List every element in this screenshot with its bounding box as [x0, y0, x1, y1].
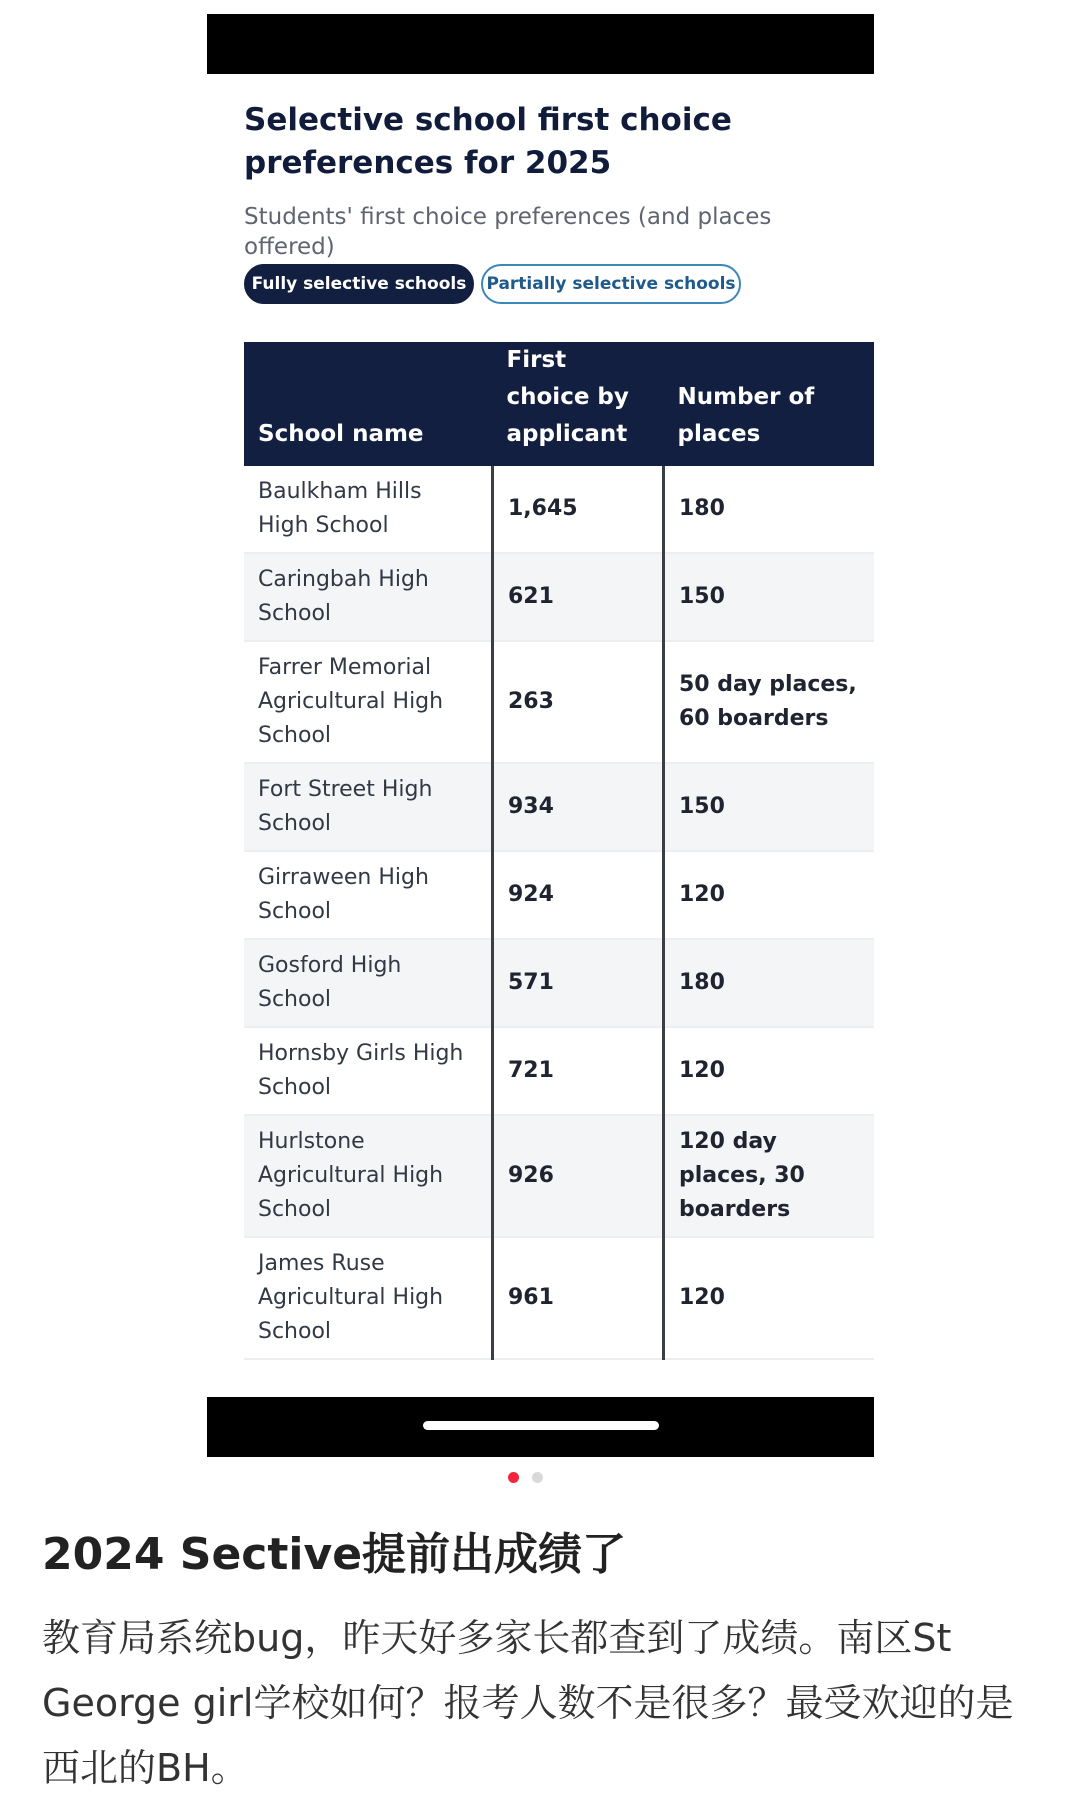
places-cell: 120	[664, 1237, 875, 1359]
table-row	[244, 466, 874, 553]
table-header-row	[244, 342, 874, 466]
post-image[interactable]	[207, 14, 874, 1457]
first-choice-cell: 263	[493, 641, 664, 763]
column-header-school-name: School name	[244, 342, 493, 466]
image-top-black-bar	[207, 14, 874, 74]
table-row	[244, 939, 874, 1027]
first-choice-cell: 621	[493, 553, 664, 641]
table-row	[244, 763, 874, 851]
places-cell: 150	[664, 763, 875, 851]
first-choice-cell: 924	[493, 851, 664, 939]
first-choice-cell: 721	[493, 1027, 664, 1115]
post-title: 2024 Sective提前出成绩了	[42, 1529, 627, 1580]
image-pager-dots[interactable]	[508, 1470, 552, 1482]
school-name-cell: Girraween High School	[244, 851, 493, 939]
table-row	[244, 851, 874, 939]
table-row	[244, 1115, 874, 1237]
places-cell: 120 day places, 30 boarders	[664, 1115, 875, 1237]
places-cell: 150	[664, 553, 875, 641]
school-name-cell: Caringbah High School	[244, 553, 493, 641]
places-cell: 120	[664, 851, 875, 939]
table-row	[244, 1237, 874, 1359]
first-choice-cell: 934	[493, 763, 664, 851]
school-name-cell: Fort Street High School	[244, 763, 493, 851]
pager-dot-active[interactable]	[508, 1472, 519, 1483]
card-title: Selective school first choice preferences for 2025	[244, 102, 732, 181]
image-bottom-black-bar	[207, 1397, 874, 1457]
school-name-cell: Hornsby Girls High School	[244, 1027, 493, 1115]
table-row	[244, 641, 874, 763]
first-choice-cell: 571	[493, 939, 664, 1027]
first-choice-cell: 961	[493, 1237, 664, 1359]
places-cell: 120	[664, 1027, 875, 1115]
tab-fully-selective-schools[interactable]: Fully selective schools	[244, 264, 474, 304]
school-name-cell: Gosford High School	[244, 939, 493, 1027]
first-choice-cell: 1,645	[493, 466, 664, 553]
post-body: 教育局系统bug，昨天好多家长都查到了成绩。南区St George girl学校如何？报考人数不是很多？最受欢迎的是西北的BH。	[42, 1616, 1014, 1790]
column-header-number-of-places: Number of places	[664, 342, 875, 466]
pager-dot[interactable]	[532, 1472, 543, 1483]
places-cell: 50 day places, 60 boarders	[664, 641, 875, 763]
school-name-cell: Farrer Memorial Agricultural High School	[244, 641, 493, 763]
places-cell: 180	[664, 466, 875, 553]
table-row	[244, 553, 874, 641]
home-indicator	[423, 1421, 659, 1430]
selective-schools-table	[244, 342, 874, 1360]
card-subtitle: Students' first choice preferences (and places offered)	[244, 204, 772, 260]
school-name-cell: Baulkham Hills High School	[244, 466, 493, 553]
school-name-cell: Hurlstone Agricultural High School	[244, 1115, 493, 1237]
school-name-cell: James Ruse Agricultural High School	[244, 1237, 493, 1359]
tab-partially-selective-schools[interactable]: Partially selective schools	[481, 264, 741, 304]
column-header-first-choice: First choice by applicant	[493, 342, 664, 466]
places-cell: 180	[664, 939, 875, 1027]
first-choice-cell: 926	[493, 1115, 664, 1237]
table-row	[244, 1027, 874, 1115]
